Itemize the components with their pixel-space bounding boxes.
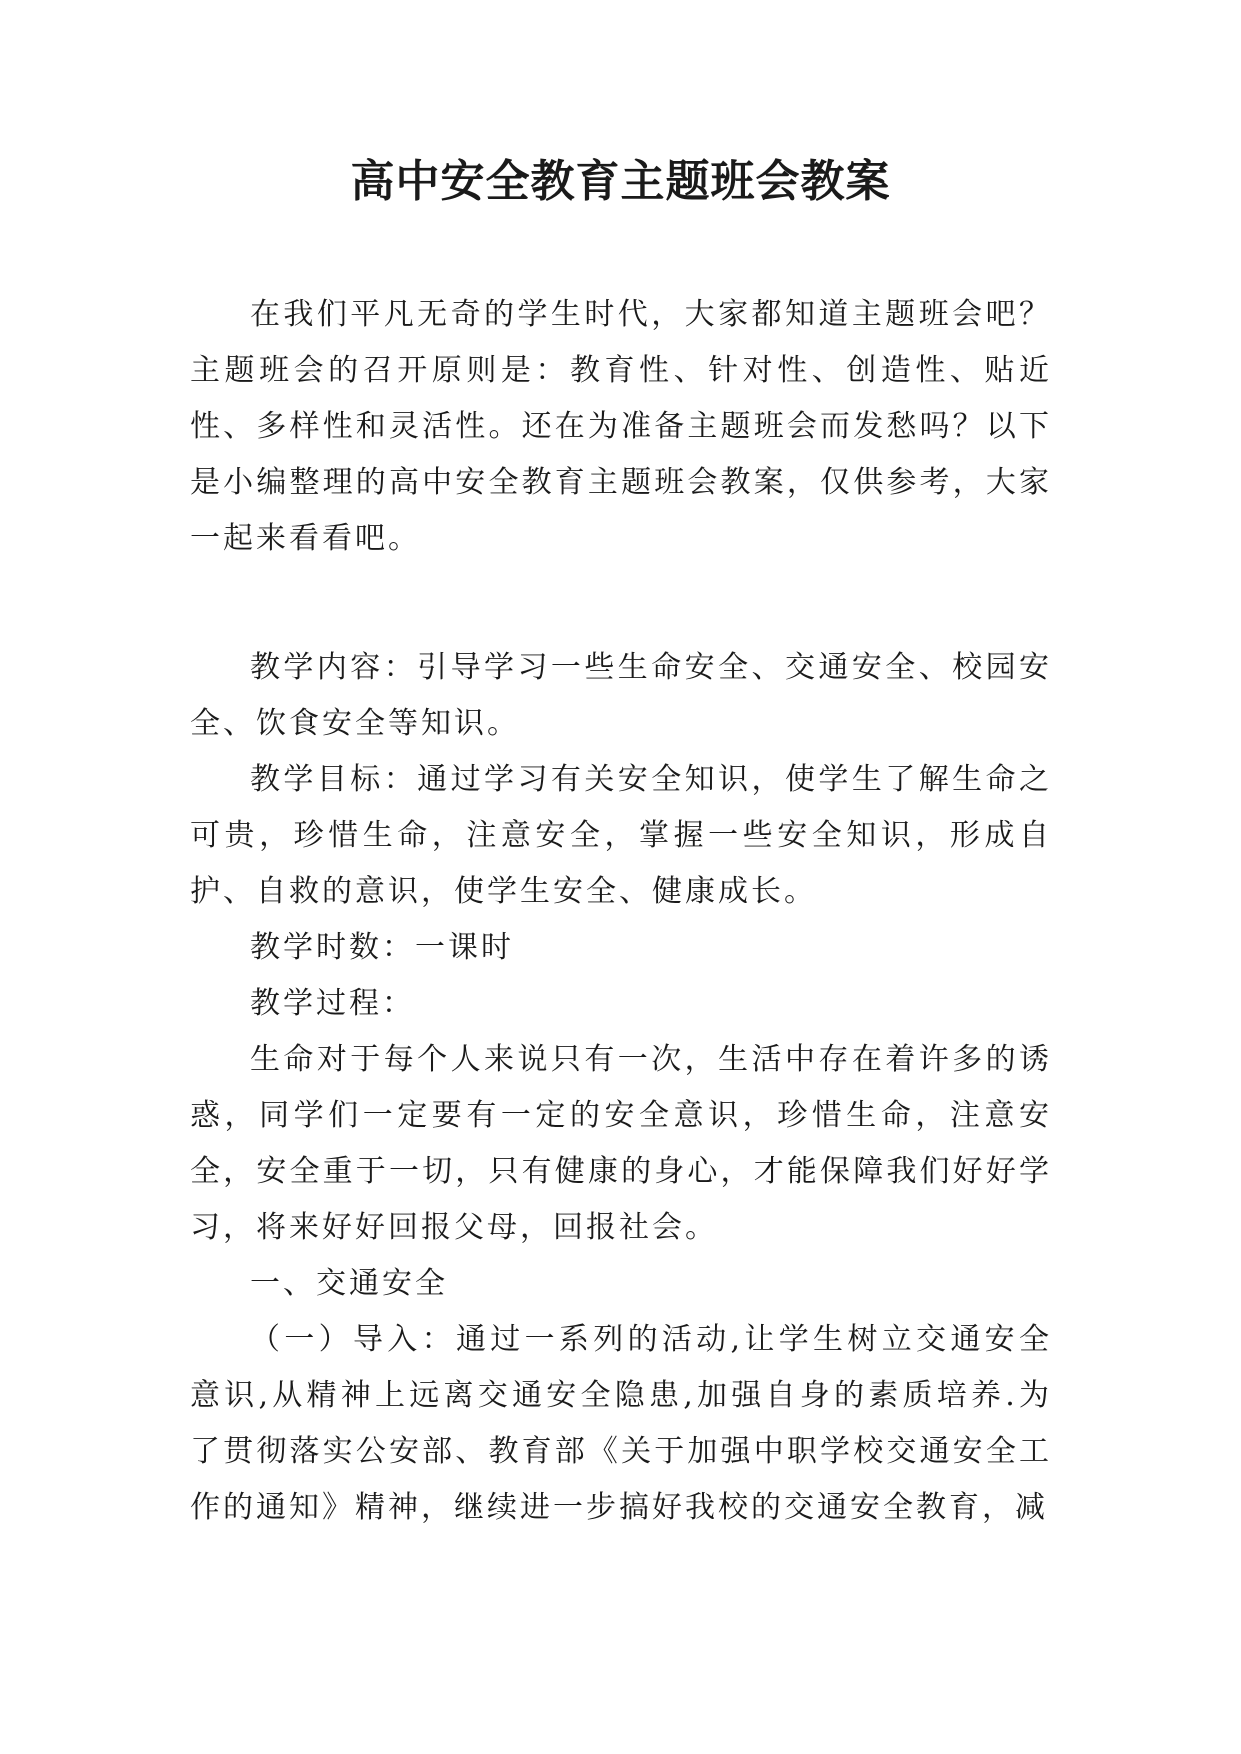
paragraph-teaching-content: 教学内容：引导学习一些生命安全、交通安全、校园安全、饮食安全等知识。 [190,650,1052,741]
paragraph-teaching-goals: 教学目标：通过学习有关安全知识，使学生了解生命之可贵，珍惜生命，注意安全，掌握一些安全知识，形成自护、自救的意识，使学生安全、健康成长。 [190,762,1052,909]
paragraph-teaching-process: 教学过程： [250,986,415,1021]
paragraph-intro: 在我们平凡无奇的学生时代，大家都知道主题班会吧？主题班会的召开原则是：教育性、针对性、创造性、贴近性、多样性和灵活性。还在为准备主题班会而发愁吗？以下是小编整理的高中安全教育主题班会教案，仅供参考，大家一起来看看吧。 [190,297,1052,556]
intro-section [190,287,1052,567]
paragraph-teaching-hours: 教学时数：一课时 [250,930,514,965]
paragraph-traffic-intro: （一）导入：通过一系列的活动,让学生树立交通安全意识,从精神上远离交通安全隐患,加强自身的素质培养.为了贯彻落实公安部、教育部《关于加强中职学校交通安全工作的通知》精神，继续进一步搞好我校的交通安全教育，减 [190,1322,1052,1525]
document-title: 高中安全教育主题班会教案 [350,156,891,207]
paragraph-life-safety: 生命对于每个人来说只有一次，生活中存在着许多的诱惑，同学们一定要有一定的安全意识，珍惜生命，注意安全，安全重于一切，只有健康的身心，才能保障我们好好学习，将来好好回报父母，回报社会。 [190,1042,1052,1245]
lesson-plan-section [190,640,1052,1536]
section-heading-traffic-safety: 一、交通安全 [250,1266,448,1301]
